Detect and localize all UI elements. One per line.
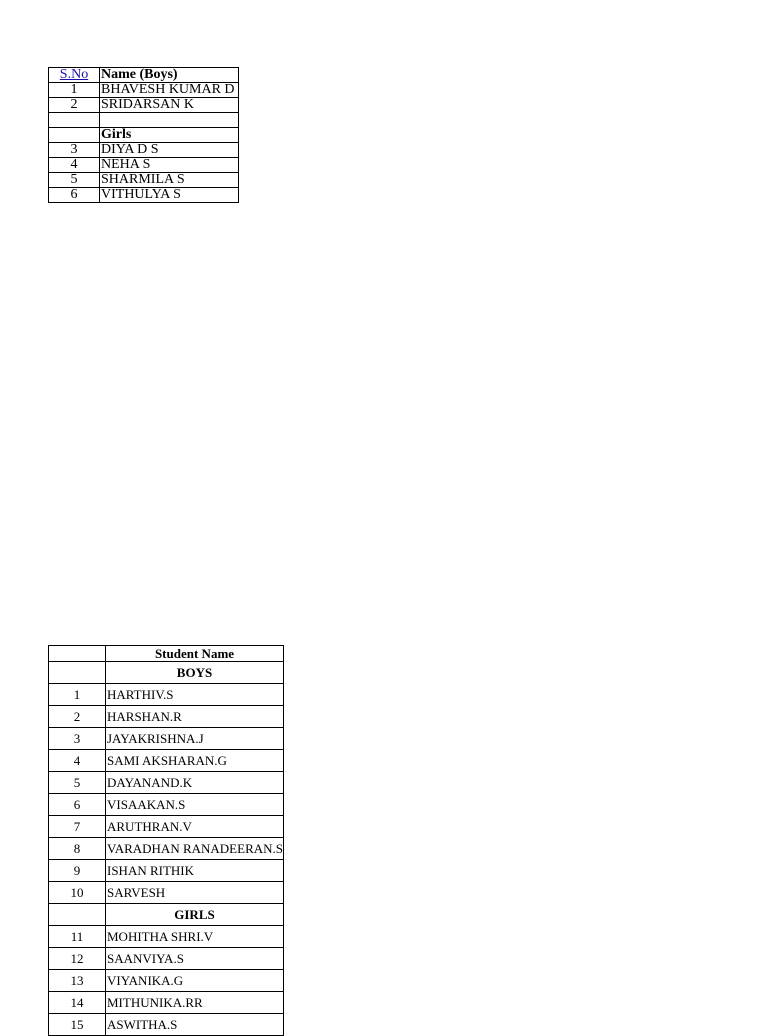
student-name: DIYA D S — [100, 143, 239, 158]
student-name: ASWITHA.S — [106, 1014, 284, 1036]
table-row — [49, 882, 284, 904]
row-number: 9 — [49, 860, 106, 882]
table-row — [49, 860, 284, 882]
row-number: 3 — [49, 143, 100, 158]
student-name: VISAAKAN.S — [106, 794, 284, 816]
boys-label: BOYS — [106, 662, 284, 684]
table-row — [49, 926, 284, 948]
row-number: 2 — [49, 706, 106, 728]
table-header-row — [49, 68, 239, 83]
table-row — [49, 728, 284, 750]
row-number: 12 — [49, 948, 106, 970]
student-name: MOHITHA SHRI.V — [106, 926, 284, 948]
empty-cell — [49, 646, 106, 662]
table-row — [49, 992, 284, 1014]
student-name: SAANVIYA.S — [106, 948, 284, 970]
name-boys-header: Name (Boys) — [100, 68, 239, 83]
empty-cell — [49, 904, 106, 926]
girls-section-row — [49, 128, 239, 143]
student-name: HARSHAN.R — [106, 706, 284, 728]
row-number: 15 — [49, 1014, 106, 1036]
row-number: 2 — [49, 98, 100, 113]
row-number: 7 — [49, 816, 106, 838]
row-number: 11 — [49, 926, 106, 948]
row-number: 1 — [49, 83, 100, 98]
girls-label: GIRLS — [106, 904, 284, 926]
row-number: 13 — [49, 970, 106, 992]
student-name: JAYAKRISHNA.J — [106, 728, 284, 750]
row-number: 6 — [49, 188, 100, 203]
student-name: HARTHIV.S — [106, 684, 284, 706]
table-row — [49, 188, 239, 203]
girls-label: Girls — [100, 128, 239, 143]
table-row — [49, 750, 284, 772]
student-name: VARADHAN RANADEERAN.S — [106, 838, 284, 860]
student-name: SRIDARSAN K — [100, 98, 239, 113]
row-number: 3 — [49, 728, 106, 750]
table-row — [49, 158, 239, 173]
row-number: 4 — [49, 750, 106, 772]
table-row — [49, 706, 284, 728]
table-row — [49, 816, 284, 838]
table-header-row — [49, 646, 284, 662]
student-name: SHARMILA S — [100, 173, 239, 188]
row-number: 5 — [49, 173, 100, 188]
row-number: 1 — [49, 684, 106, 706]
table-row — [49, 948, 284, 970]
student-name: SAMI AKSHARAN.G — [106, 750, 284, 772]
table-row — [49, 838, 284, 860]
student-name: ARUTHRAN.V — [106, 816, 284, 838]
sno-link[interactable]: S.No — [59, 67, 89, 82]
table-row — [49, 794, 284, 816]
table-row — [49, 83, 239, 98]
row-number: 14 — [49, 992, 106, 1014]
row-number: 4 — [49, 158, 100, 173]
empty-cell — [49, 128, 100, 143]
table-row — [49, 173, 239, 188]
student-name: NEHA S — [100, 158, 239, 173]
row-number: 10 — [49, 882, 106, 904]
row-number: 5 — [49, 772, 106, 794]
table-row — [49, 684, 284, 706]
student-name: ISHAN RITHIK — [106, 860, 284, 882]
student-name: DAYANAND.K — [106, 772, 284, 794]
empty-cell — [100, 113, 239, 128]
table-row — [49, 98, 239, 113]
empty-cell — [49, 113, 100, 128]
student-table-2 — [48, 645, 284, 1036]
empty-row — [49, 113, 239, 128]
table-row — [49, 970, 284, 992]
student-name-header: Student Name — [106, 646, 284, 662]
table-row — [49, 143, 239, 158]
sno-header[interactable] — [49, 68, 100, 83]
student-table-1 — [48, 67, 239, 203]
table-row — [49, 1014, 284, 1036]
student-name: BHAVESH KUMAR D — [100, 83, 239, 98]
table-row — [49, 772, 284, 794]
row-number: 6 — [49, 794, 106, 816]
student-name: MITHUNIKA.RR — [106, 992, 284, 1014]
student-name: VIYANIKA.G — [106, 970, 284, 992]
row-number: 8 — [49, 838, 106, 860]
girls-section-row — [49, 904, 284, 926]
student-name: SARVESH — [106, 882, 284, 904]
boys-section-row — [49, 662, 284, 684]
empty-cell — [49, 662, 106, 684]
student-name: VITHULYA S — [100, 188, 239, 203]
